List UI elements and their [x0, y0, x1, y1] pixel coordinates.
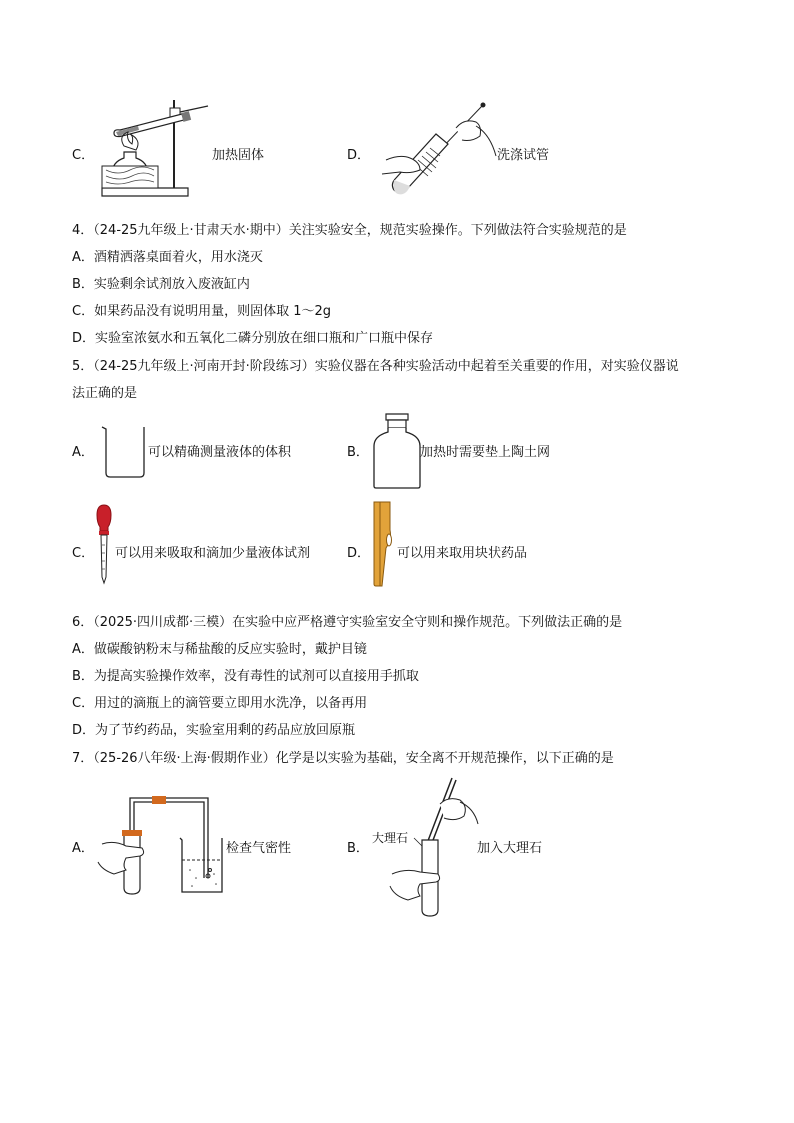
marble-label: 大理石	[372, 831, 409, 845]
q6-option-d: D．为了节约药品，实验室用剩的药品应放回原瓶	[72, 723, 356, 738]
tweezers-icon	[370, 500, 396, 588]
q6-stem: 6．（2025·四川成都·三模）在实验中应严格遵守实验室安全守则和操作规范。下列做法正确的是	[72, 615, 623, 630]
q7-b-letter: B．	[347, 841, 369, 856]
q4-option-b: B．实验剩余试剂放入废液缸内	[72, 277, 250, 292]
test-tube-brush-washing-figure	[376, 100, 496, 204]
q5-d-text: 可以用来取用块状药品	[397, 546, 528, 561]
q3-c-text: 加热固体	[212, 148, 265, 163]
q7-stem: 7．（25-26八年级·上海·假期作业）化学是以实验为基础，安全离不开规范操作，以下正确的是	[72, 751, 614, 766]
q7-a-text: 检查气密性	[226, 841, 292, 856]
wide-mouth-bottle-icon	[372, 412, 422, 490]
q5-stem-line2: 法正确的是	[72, 386, 138, 401]
q6-option-b: B．为提高实验操作效率，没有毒性的试剂可以直接用手抓取	[72, 669, 419, 684]
q5-a-text: 可以精确测量液体的体积	[148, 445, 292, 460]
q6-option-a: A．做碳酸钠粉末与稀盐酸的反应实验时，戴护目镜	[72, 642, 367, 657]
alcohol-lamp-heating-figure	[98, 96, 213, 200]
q7-b-text: 加入大理石	[477, 841, 543, 856]
q5-b-letter: B．	[347, 445, 369, 460]
q3-d-letter: D．	[347, 148, 371, 163]
q5-d-letter: D．	[347, 546, 371, 561]
q4-option-d: D．实验室浓氨水和五氧化二磷分别放在细口瓶和广口瓶中保存	[72, 331, 434, 346]
q5-a-letter: A．	[72, 445, 94, 460]
q5-stem-line1: 5．（24-25九年级上·河南开封·阶段练习）实验仪器在各种实验活动中起着至关重要的作用，对实验仪器说	[72, 359, 679, 374]
q4-option-a: A．酒精洒落桌面着火，用水浇灭	[72, 250, 263, 265]
q3-c-letter: C．	[72, 148, 95, 163]
beaker-icon	[100, 425, 148, 479]
q6-option-c: C．用过的滴瓶上的滴管要立即用水洗净，以备再用	[72, 696, 368, 711]
airtightness-check-figure	[96, 790, 226, 896]
q7-a-letter: A．	[72, 841, 94, 856]
q3-d-text: 洗涤试管	[497, 148, 550, 163]
q4-option-c: C．如果药品没有说明用量，则固体取 1～2g	[72, 304, 332, 319]
q5-c-text: 可以用来吸取和滴加少量液体试剂	[115, 546, 311, 561]
dropper-icon	[94, 503, 114, 585]
q5-c-letter: C．	[72, 546, 95, 561]
q5-b-text: 加热时需要垫上陶土网	[420, 445, 551, 460]
q4-stem: 4．（24-25九年级上·甘肃天水·期中）关注实验安全，规范实验操作。下列做法符合实验规范的是	[72, 223, 627, 238]
